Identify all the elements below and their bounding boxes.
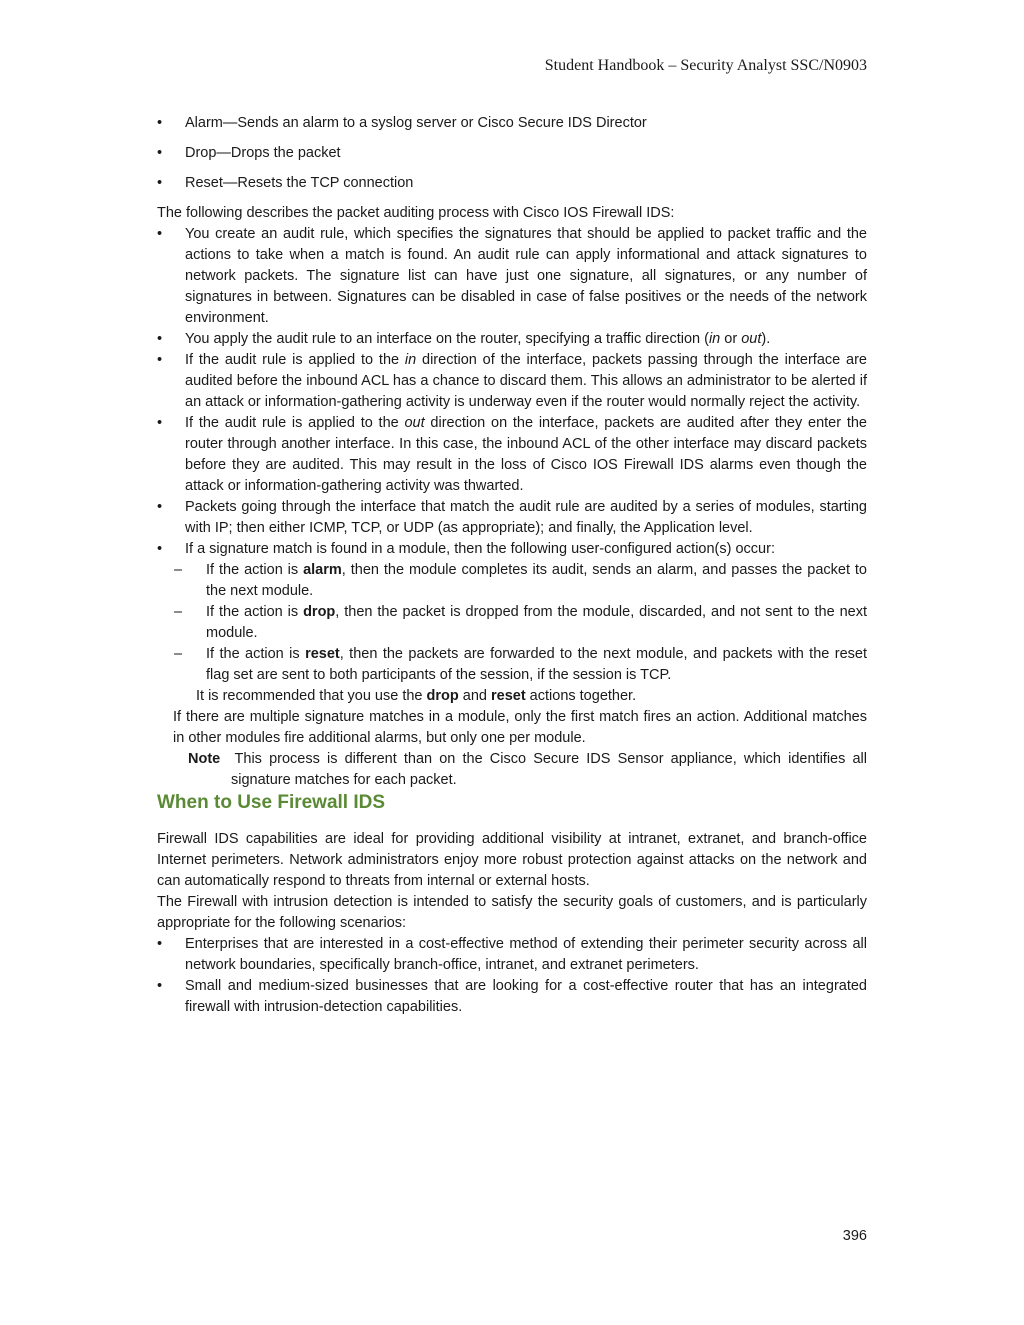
- text-run: If the action is: [206, 562, 304, 578]
- bold-term: alarm: [303, 562, 342, 578]
- text-run: , then the packets are forwarded to the next module, and packets with the reset flag set are sent to both participants of the session, if the session is TCP.: [206, 646, 867, 683]
- bullet: •: [157, 978, 163, 994]
- text-run: actions together.: [525, 688, 637, 704]
- dash: –: [174, 562, 183, 578]
- sublist-item-reset: [157, 644, 867, 686]
- text-run: or: [720, 331, 742, 347]
- bullet: •: [157, 499, 163, 515]
- dash: –: [174, 646, 183, 662]
- italic-term: in: [708, 331, 721, 347]
- italic-term: out: [404, 415, 425, 431]
- list-item-audit-rule: [157, 224, 867, 329]
- list-item-alarm: [157, 113, 867, 134]
- list-item-reset: [157, 173, 867, 194]
- list-item-text: If a signature match is found in a module, then the following user-configured action(s) occur:: [185, 541, 775, 557]
- section-paragraph-1: Firewall IDS capabilities are ideal for providing additional visibility at intranet, extranet, and branch-office Internet perimeters. Network administrators enjoy more robust protection against attacks on the network and can automatically respond to threats from internal or external hosts.: [157, 831, 867, 889]
- section-heading: When to Use Firewall IDS: [157, 792, 386, 813]
- list-item-modules: [157, 497, 867, 539]
- list-item-signature-match: [157, 539, 867, 560]
- list-item-small-businesses: [157, 976, 867, 1018]
- text-run: You apply the audit rule to an interface on the router, specifying a traffic direction (: [185, 331, 709, 347]
- multiple-matches-paragraph: If there are multiple signature matches in a module, only the first match fires an action. Additional matches in other modules fire additional alarms, but only one per module.: [173, 709, 867, 746]
- note-label: Note: [188, 751, 221, 767]
- bullet: •: [157, 226, 163, 242]
- bold-term: drop: [426, 688, 459, 704]
- list-item-text: Alarm—Sends an alarm to a syslog server or Cisco Secure IDS Director: [185, 115, 647, 131]
- section-paragraph-2: The Firewall with intrusion detection is intended to satisfy the security goals of customers, and is particularly appropriate for the following scenarios:: [157, 894, 867, 931]
- text-run: If the audit rule is applied to the: [185, 415, 405, 431]
- bold-term: reset: [305, 646, 340, 662]
- note-text: This process is different than on the Cisco Secure IDS Sensor appliance, which identifies all signature matches for each packet.: [231, 751, 868, 788]
- text-run: direction of the interface, packets passing through the interface are audited before the inbound ACL has a chance to discard them. This allows an administrator to be alerted if an attack or information-gathering activity is underway even if the router would normally reject the activity.: [185, 352, 867, 410]
- bullet: •: [157, 352, 163, 368]
- bullet: •: [157, 145, 163, 161]
- italic-term: out: [741, 331, 762, 347]
- sublist-item-drop: [157, 602, 867, 644]
- text-run: It is recommended that you use the: [196, 688, 427, 704]
- note-paragraph: [157, 749, 867, 791]
- list-item-text: Drop—Drops the packet: [185, 145, 341, 161]
- bullet: •: [157, 115, 163, 131]
- dash: –: [174, 604, 183, 620]
- page-header: Student Handbook – Security Analyst SSC/N0903: [544, 57, 867, 74]
- bullet: •: [157, 331, 163, 347]
- text-run: , then the packet is dropped from the module, discarded, and not sent to the next module.: [206, 604, 867, 641]
- text-run: ).: [761, 331, 771, 347]
- bullet: •: [157, 175, 163, 191]
- bullet: •: [157, 415, 163, 431]
- list-item-text: You create an audit rule, which specifies the signatures that should be applied to packet traffic and the actions to take when a match is found. An audit rule can apply informational and attack signatures to network packets. The signature list can have just one signature, all signatures, or any number of signatures in between. Signatures can be disabled in case of false positives or the needs of the network environment.: [185, 226, 867, 326]
- list-item-text: Enterprises that are interested in a cost-effective method of extending their perimeter security across all network boundaries, specifically branch-office, intranet, and extranet perimeters.: [185, 936, 867, 973]
- list-item-out-direction: [157, 413, 867, 497]
- list-item-apply-rule: [157, 329, 867, 350]
- list-item-in-direction: [157, 350, 867, 413]
- bold-term: reset: [490, 688, 526, 704]
- text-run: If the action is: [206, 604, 304, 620]
- list-item-text: Reset—Resets the TCP connection: [185, 175, 414, 191]
- text-run: direction on the interface, packets are audited after they enter the router through another interface. In this case, the inbound ACL of the other interface may discard packets before they are audited. This may result in the loss of Cisco IOS Firewall IDS alarms even though the attack or information-gathering activity was thwarted.: [185, 415, 867, 494]
- recommendation-paragraph: [157, 686, 867, 707]
- list-item-enterprises: [157, 934, 867, 976]
- list-item-text: Packets going through the interface that match the audit rule are audited by a series of modules, starting with IP; then either ICMP, TCP, or UDP (as appropriate); and finally, the Application level.: [185, 499, 867, 536]
- bold-term: drop: [303, 604, 336, 620]
- italic-term: in: [404, 352, 417, 368]
- bullet: •: [157, 541, 163, 557]
- bullet: •: [157, 936, 163, 952]
- sublist-item-alarm: [157, 560, 867, 602]
- list-item-text: Small and medium-sized businesses that are looking for a cost-effective router that has an integrated firewall with intrusion-detection capabilities.: [185, 978, 867, 1015]
- text-run: , then the module completes its audit, sends an alarm, and passes the packet to the next module.: [206, 562, 867, 599]
- intro-paragraph: The following describes the packet auditing process with Cisco IOS Firewall IDS:: [157, 205, 675, 221]
- page-number: 396: [842, 1228, 867, 1244]
- text-run: and: [458, 688, 491, 704]
- list-item-drop: [157, 143, 867, 164]
- text-run: If the action is: [206, 646, 306, 662]
- page-content: [157, 113, 867, 1018]
- text-run: If the audit rule is applied to the: [185, 352, 405, 368]
